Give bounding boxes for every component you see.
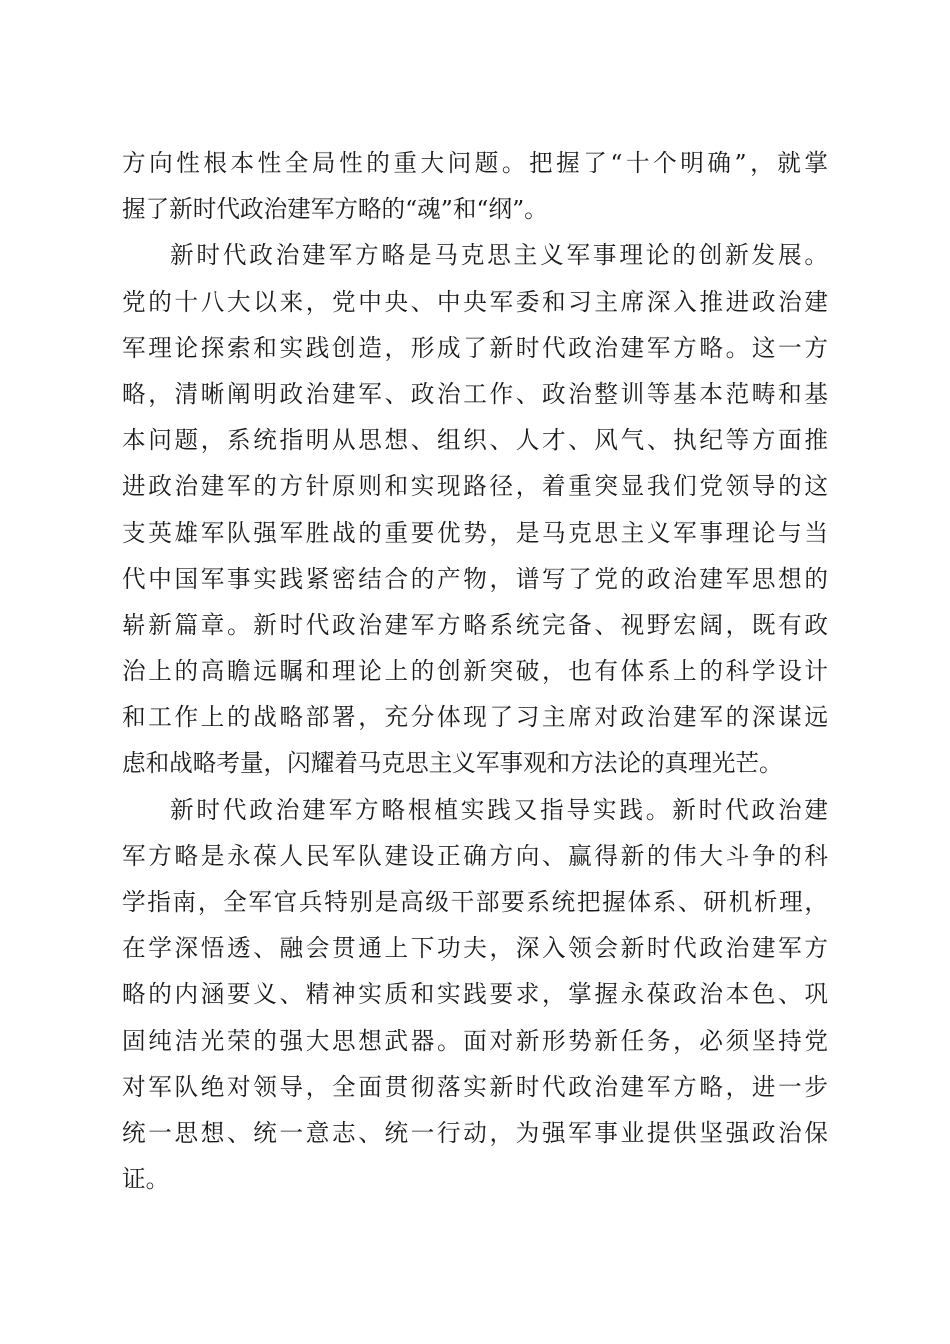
text-line: 对军队绝对领导，全面贯彻落实新时代政治建军方略，进一步 bbox=[122, 1072, 828, 1101]
text-line: 崭新篇章。新时代政治建军方略系统完备、视野宏阔，既有政 bbox=[122, 610, 828, 639]
body-text bbox=[122, 140, 828, 1202]
text-line: 统一思想、统一意志、统一行动，为强军事业提供坚强政治保 bbox=[122, 1118, 828, 1147]
text-line: 虑和战略考量，闪耀着马克思主义军事观和方法论的真理光芒。 bbox=[122, 749, 783, 778]
text-line: 军理论探索和实践创造，形成了新时代政治建军方略。这一方 bbox=[122, 333, 828, 362]
text-line: 固纯洁光荣的强大思想武器。面对新形势新任务，必须坚持党 bbox=[122, 1026, 828, 1055]
text-line: 方向性根本性全局性的重大问题。把握了“十个明确”，就掌 bbox=[122, 149, 828, 177]
text-line: 治上的高瞻远瞩和理论上的创新突破，也有体系上的科学设计 bbox=[122, 657, 828, 686]
text-line: 在学深悟透、融会贯通上下功夫，深入领会新时代政治建军方 bbox=[122, 934, 828, 963]
text-line: 证。 bbox=[122, 1165, 170, 1194]
text-line: 支英雄军队强军胜战的重要优势，是马克思主义军事理论与当 bbox=[122, 518, 828, 547]
text-line: 军方略是永葆人民军队建设正确方向、赢得新的伟大斗争的科 bbox=[122, 841, 828, 870]
text-line: 新时代政治建军方略是马克思主义军事理论的创新发展。 bbox=[170, 241, 828, 270]
text-line: 略的内涵要义、精神实质和实践要求，掌握永葆政治本色、巩 bbox=[122, 980, 828, 1009]
text-line: 本问题，系统指明从思想、组织、人才、风气、执纪等方面推 bbox=[122, 426, 828, 455]
text-line: 代中国军事实践紧密结合的产物，谱写了党的政治建军思想的 bbox=[122, 564, 828, 593]
text-line: 进政治建军的方针原则和实现路径，着重突显我们党领导的这 bbox=[122, 472, 828, 501]
text-line: 握了新时代政治建军方略的“魂”和“纲”。 bbox=[122, 195, 548, 224]
text-line: 和工作上的战略部署，充分体现了习主席对政治建军的深谋远 bbox=[122, 703, 828, 732]
text-line: 党的十八大以来，党中央、中央军委和习主席深入推进政治建 bbox=[122, 287, 828, 316]
text-line: 略，清晰阐明政治建军、政治工作、政治整训等基本范畴和基 bbox=[122, 379, 828, 408]
text-line: 学指南，全军官兵特别是高级干部要系统把握体系、研机析理， bbox=[122, 888, 828, 916]
text-line: 新时代政治建军方略根植实践又指导实践。新时代政治建 bbox=[170, 795, 828, 824]
